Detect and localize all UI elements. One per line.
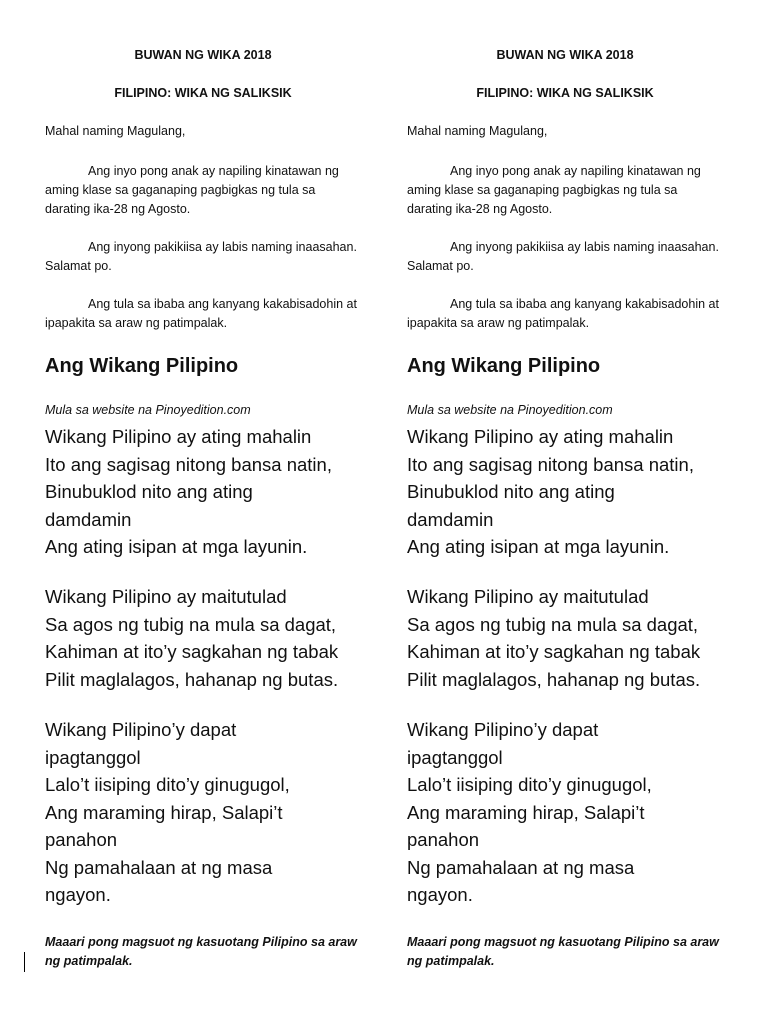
attire-note: Maaari pong magsuot ng kasuotang Pilipino sa araw ng patimpalak. <box>407 935 719 968</box>
salutation: Mahal naming Magulang, <box>407 124 548 138</box>
theme-header: FILIPINO: WIKA NG SALIKSIK <box>114 86 292 100</box>
poem-line: Kahiman at ito’y sagkahan ng tabak <box>407 641 701 662</box>
poem-stanza <box>45 583 375 693</box>
poem-line: damdamin <box>407 508 494 530</box>
salutation: Mahal naming Magulang, <box>45 124 186 138</box>
letter-paragraph: Ang inyong pakikiisa ay labis naming inaasahan. Salamat po. <box>45 240 357 273</box>
poem-line: Ng pamahalaan at ng masa <box>407 856 635 878</box>
poem-line: panahon <box>407 829 480 850</box>
text-cursor <box>24 952 25 972</box>
letter-paragraph: Ang tula sa ibaba ang kanyang kakabisadohin at ipapakita sa araw ng patimpalak. <box>407 297 719 330</box>
poem-line: Lalo’t iisiping dito’y ginugugol, <box>45 774 290 795</box>
event-header: BUWAN NG WIKA 2018 <box>134 48 272 62</box>
poem-title: Ang Wikang Pilipino <box>407 355 601 377</box>
poem-line: ngayon. <box>407 884 473 905</box>
poem-line: ipagtanggol <box>407 746 503 768</box>
poem-line: Wikang Pilipino ay maitutulad <box>45 586 287 607</box>
poem-line: Wikang Pilipino’y dapat <box>407 719 599 740</box>
poem-stanza <box>407 716 737 909</box>
poem-line: panahon <box>45 829 118 850</box>
event-header: BUWAN NG WIKA 2018 <box>496 48 634 62</box>
poem-source: Mula sa website na Pinoyedition.com <box>45 403 251 417</box>
poem-title: Ang Wikang Pilipino <box>45 355 239 377</box>
letter-paragraph: Ang inyo pong anak ay napiling kinatawan ng aming klase sa gaganaping pagbigkas ng tula sa darating ika-28 ng Agosto. <box>45 164 339 216</box>
letter-paragraph: Ang inyong pakikiisa ay labis naming inaasahan. Salamat po. <box>407 240 719 273</box>
poem-line: Ng pamahalaan at ng masa <box>45 856 273 878</box>
poem-line: Sa agos ng tubig na mula sa dagat, <box>407 613 699 635</box>
poem-stanza <box>45 423 375 561</box>
letter-paragraph: Ang tula sa ibaba ang kanyang kakabisadohin at ipapakita sa araw ng patimpalak. <box>45 297 357 330</box>
poem-line: Ang ating isipan at mga layunin. <box>45 536 308 557</box>
poem-stanza <box>407 423 737 561</box>
poem-line: Sa agos ng tubig na mula sa dagat, <box>45 613 337 635</box>
poem-line: ipagtanggol <box>45 746 141 768</box>
poem-line: Binubuklod nito ang ating <box>407 481 615 502</box>
letter-paragraph: Ang inyo pong anak ay napiling kinatawan ng aming klase sa gaganaping pagbigkas ng tula sa darating ika-28 ng Agosto. <box>407 164 701 216</box>
poem-line: Ang maraming hirap, Salapi’t <box>407 801 645 823</box>
poem-line: ngayon. <box>45 884 111 905</box>
poem-line: Wikang Pilipino’y dapat <box>45 719 237 740</box>
poem-line: Wikang Pilipino ay ating mahalin <box>45 426 312 447</box>
poem-line: Wikang Pilipino ay maitutulad <box>407 586 649 607</box>
poem-line: damdamin <box>45 508 132 530</box>
poem-line: Binubuklod nito ang ating <box>45 481 253 502</box>
poem-line: Ang maraming hirap, Salapi’t <box>45 801 283 823</box>
poem-line: Ang ating isipan at mga layunin. <box>407 536 670 557</box>
poem-line: Ito ang sagisag nitong bansa natin, <box>407 453 694 475</box>
poem-line: Pilit maglalagos, hahanap ng butas. <box>407 668 701 690</box>
theme-header: FILIPINO: WIKA NG SALIKSIK <box>476 86 654 100</box>
poem-source: Mula sa website na Pinoyedition.com <box>407 403 613 417</box>
poem-line: Kahiman at ito’y sagkahan ng tabak <box>45 641 339 662</box>
poem-line: Ito ang sagisag nitong bansa natin, <box>45 453 332 475</box>
poem-line: Lalo’t iisiping dito’y ginugugol, <box>407 774 652 795</box>
poem-line: Pilit maglalagos, hahanap ng butas. <box>45 668 339 690</box>
poem-stanza <box>407 583 737 693</box>
attire-note: Maaari pong magsuot ng kasuotang Pilipino sa araw ng patimpalak. <box>45 935 357 968</box>
poem-line: Wikang Pilipino ay ating mahalin <box>407 426 674 447</box>
poem-stanza <box>45 716 375 909</box>
